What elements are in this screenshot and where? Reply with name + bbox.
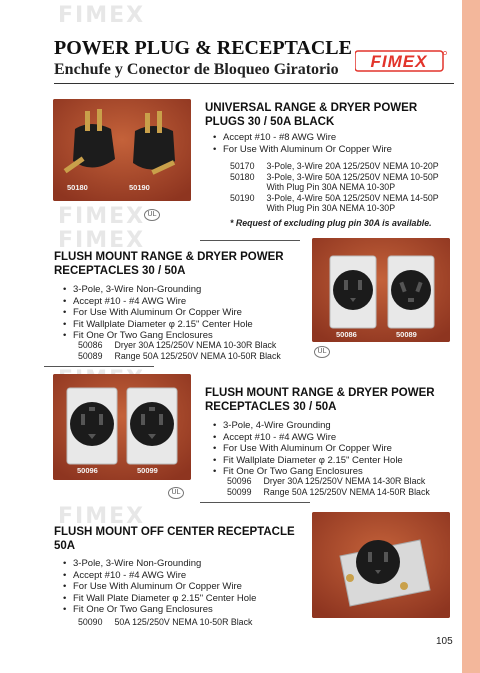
feature-item: • For Use With Aluminum Or Copper Wire — [212, 443, 403, 455]
model-desc: 50A 125/250V NEMA 10-50R Black — [114, 617, 253, 627]
receptacles-4wire-photo — [53, 374, 191, 480]
feature-item: • Accept #10 - #4 AWG Wire — [62, 296, 253, 308]
table-row — [230, 193, 439, 204]
ul-listed-icon: UL — [144, 209, 160, 221]
section-title-off-center — [54, 525, 295, 553]
photo-label: 50089 — [396, 330, 417, 339]
model-code: 50180 — [230, 171, 255, 182]
model-desc: 3-Pole, 4-Wire 50A 125/250V NEMA 14-50P — [266, 192, 439, 203]
table-row — [227, 487, 430, 498]
feature-item: • For Use With Aluminum Or Copper Wire — [212, 144, 392, 156]
table-row — [230, 203, 439, 214]
model-code — [230, 182, 266, 193]
model-code: 50089 — [78, 350, 103, 361]
photo-label: 50086 — [336, 330, 357, 339]
feature-item: • 3-Pole, 3-Wire Non-Grounding — [62, 284, 253, 296]
model-table-plugs — [230, 161, 439, 214]
feature-list-plugs — [212, 132, 392, 155]
model-desc: 3-Pole, 3-Wire 20A 125/250V NEMA 10-20P — [266, 161, 439, 171]
section-title-line: FLUSH MOUNT RANGE & DRYER POWER — [54, 251, 284, 263]
section-title-3wire — [54, 250, 284, 278]
feature-list-off-center — [62, 558, 256, 616]
section-title-4wire — [205, 386, 435, 414]
title-divider — [54, 83, 454, 84]
feature-list-4wire — [212, 420, 403, 478]
model-table-off-center — [78, 617, 252, 628]
section-title-line: UNIVERSAL RANGE & DRYER POWER — [205, 102, 418, 114]
watermark-text: FIMEX — [58, 228, 146, 250]
model-desc: Range 50A 125/250V NEMA 10-50R Black — [114, 350, 281, 361]
section-title-line: FLUSH MOUNT RANGE & DRYER POWER — [205, 387, 435, 399]
model-desc: Range 50A 125/250V NEMA 14-50R Black — [263, 486, 430, 497]
page-subtitle: Enchufe y Conector de Bloqueo Giratorio — [54, 61, 339, 78]
ul-listed-icon: UL — [168, 487, 184, 499]
photo-label: 50099 — [137, 466, 158, 475]
model-desc: Dryer 30A 125/250V NEMA 10-30R Black — [114, 340, 277, 350]
table-row — [230, 182, 439, 193]
table-row — [230, 172, 439, 183]
table-row — [78, 351, 281, 362]
section-title-line: RECEPTACLES 30 / 50A — [205, 401, 337, 413]
feature-item: • Fit Wallplate Diameter φ 2.15" Center Hole — [212, 455, 403, 467]
fimex-logo — [355, 49, 447, 73]
watermark-top — [58, 4, 176, 34]
section-title-line: 50A — [54, 540, 76, 552]
watermark-text: FIMEX — [58, 4, 146, 28]
photo-label: 50180 — [67, 183, 88, 192]
model-table-4wire — [227, 476, 430, 497]
feature-item: • 3-Pole, 4-Wire Grounding — [212, 420, 403, 432]
feature-item: • Fit Wallplate Diameter φ 2.15" Center Hole — [62, 319, 253, 331]
feature-item: • For Use With Aluminum Or Copper Wire — [62, 581, 256, 593]
photo-label: 50096 — [77, 466, 98, 475]
model-code: 50096 — [227, 476, 252, 486]
watermark-text: FIMEX — [58, 505, 146, 529]
feature-item: • 3-Pole, 3-Wire Non-Grounding — [62, 558, 256, 570]
page-side-stripe — [462, 0, 480, 673]
feature-item: • Fit One Or Two Gang Enclosures — [62, 330, 253, 342]
ul-listed-icon: UL — [314, 346, 330, 358]
section-title-line: RECEPTACLES 30 / 50A — [54, 265, 186, 277]
receptacles-3wire-photo — [312, 238, 450, 342]
feature-item: • Fit Wall Plate Diameter φ 2.15" Center Hole — [62, 593, 256, 605]
footnote: * Request of excluding plug pin 30A is available. — [230, 218, 432, 228]
model-code: 50190 — [230, 192, 255, 203]
model-desc: 3-Pole, 3-Wire 50A 125/250V NEMA 10-50P — [266, 171, 439, 182]
model-code: 50170 — [230, 161, 255, 171]
feature-list-3wire — [62, 284, 253, 342]
table-row — [227, 476, 430, 487]
section-divider — [200, 502, 310, 503]
table-row — [78, 617, 252, 628]
feature-item: • Fit One Or Two Gang Enclosures — [62, 604, 256, 616]
feature-item: • Accept #10 - #4 AWG Wire — [212, 432, 403, 444]
section-title-line: PLUGS 30 / 50A BLACK — [205, 116, 335, 128]
model-table-3wire — [78, 340, 281, 361]
model-desc: With Plug Pin 30A NEMA 10-30P — [266, 182, 396, 192]
feature-item: • Accept #10 - #4 AWG Wire — [62, 570, 256, 582]
model-code: 50099 — [227, 486, 252, 497]
section-title-plugs — [205, 101, 417, 129]
photo-label: 50190 — [129, 183, 150, 192]
off-center-receptacle-photo — [312, 512, 450, 618]
section-divider — [44, 366, 154, 367]
model-code: 50086 — [78, 340, 103, 350]
model-code — [230, 203, 266, 214]
section-title-line: FLUSH MOUNT OFF CENTER RECEPTACLE — [54, 526, 295, 538]
model-desc: With Plug Pin 30A NEMA 10-30P — [266, 203, 396, 213]
model-code: 50090 — [78, 617, 103, 627]
table-row — [230, 161, 439, 172]
page-number: 105 — [436, 636, 453, 647]
table-row — [78, 340, 281, 351]
plugs-photo — [53, 99, 191, 201]
watermark-text: FIMEX — [58, 205, 146, 229]
feature-item: • Accept #10 - #8 AWG Wire — [212, 132, 392, 144]
model-desc: Dryer 30A 125/250V NEMA 14-30R Black — [263, 476, 426, 486]
feature-item: • For Use With Aluminum Or Copper Wire — [62, 307, 253, 319]
page-title: POWER PLUG & RECEPTACLE — [54, 37, 352, 59]
feature-item: • Fit One Or Two Gang Enclosures — [212, 466, 403, 478]
brand-name: FIMEX — [370, 52, 428, 71]
section-divider — [200, 240, 300, 241]
